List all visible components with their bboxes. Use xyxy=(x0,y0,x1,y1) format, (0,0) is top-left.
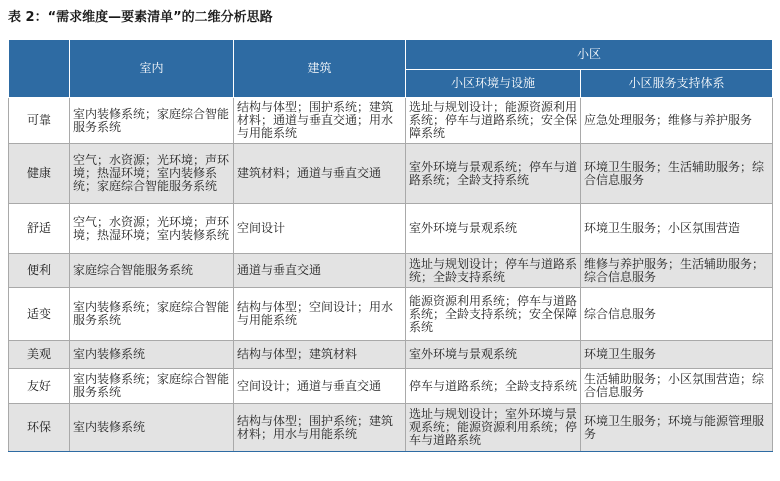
cell-community-service: 环境卫生服务；生活辅助服务；综合信息服务 xyxy=(581,144,773,204)
table-caption: 表 2：“需求维度—要素清单”的二维分析思路 xyxy=(8,10,273,25)
cell-community-env: 能源资源利用系统；停车与道路系统；全龄支持系统；安全保障系统 xyxy=(406,288,581,341)
header-community-env: 小区环境与设施 xyxy=(406,70,581,98)
cell-indoor: 室内装修系统 xyxy=(70,404,234,452)
cell-community-service: 综合信息服务 xyxy=(581,288,773,341)
row-dimension: 适变 xyxy=(9,288,70,341)
table-row xyxy=(9,341,773,369)
cell-community-env: 停车与道路系统；全龄支持系统 xyxy=(406,369,581,404)
cell-indoor: 室内装修系统；家庭综合智能服务系统 xyxy=(70,98,234,144)
cell-indoor: 室内装修系统 xyxy=(70,341,234,369)
row-dimension: 美观 xyxy=(9,341,70,369)
cell-building: 通道与垂直交通 xyxy=(234,254,406,288)
cell-building: 空间设计；通道与垂直交通 xyxy=(234,369,406,404)
row-dimension: 健康 xyxy=(9,144,70,204)
cell-indoor: 室内装修系统；家庭综合智能服务系统 xyxy=(70,288,234,341)
table-row xyxy=(9,254,773,288)
cell-building: 结构与体型；建筑材料 xyxy=(234,341,406,369)
table-row xyxy=(9,204,773,254)
cell-indoor: 家庭综合智能服务系统 xyxy=(70,254,234,288)
table-row xyxy=(9,98,773,144)
header-community: 小区 xyxy=(406,40,773,70)
table-row xyxy=(9,404,773,452)
cell-building: 结构与体型；围护系统；建筑材料；用水与用能系统 xyxy=(234,404,406,452)
cell-community-env: 选址与规划设计；停车与道路系统；全龄支持系统 xyxy=(406,254,581,288)
row-dimension: 友好 xyxy=(9,369,70,404)
table-row xyxy=(9,144,773,204)
header-building: 建筑 xyxy=(234,40,406,98)
analysis-matrix-table xyxy=(8,39,773,452)
table-row xyxy=(9,369,773,404)
header-dimension-blank xyxy=(9,40,70,98)
cell-community-env: 选址与规划设计；室外环境与景观系统；能源资源利用系统；停车与道路系统 xyxy=(406,404,581,452)
cell-community-env: 选址与规划设计；能源资源利用系统；停车与道路系统；安全保障系统 xyxy=(406,98,581,144)
cell-community-service: 应急处理服务；维修与养护服务 xyxy=(581,98,773,144)
row-dimension: 可靠 xyxy=(9,98,70,144)
cell-building: 空间设计 xyxy=(234,204,406,254)
cell-building: 结构与体型；围护系统；建筑材料；通道与垂直交通；用水与用能系统 xyxy=(234,98,406,144)
cell-community-env: 室外环境与景观系统 xyxy=(406,204,581,254)
row-dimension: 环保 xyxy=(9,404,70,452)
cell-indoor: 空气；水资源；光环境；声环境；热湿环境；室内装修系统 xyxy=(70,204,234,254)
header-indoor: 室内 xyxy=(70,40,234,98)
header-community-service: 小区服务支持体系 xyxy=(581,70,773,98)
cell-community-service: 生活辅助服务；小区氛围营造；综合信息服务 xyxy=(581,369,773,404)
cell-community-service: 环境卫生服务 xyxy=(581,341,773,369)
cell-indoor: 室内装修系统；家庭综合智能服务系统 xyxy=(70,369,234,404)
table-row xyxy=(9,288,773,341)
cell-community-service: 环境卫生服务；小区氛围营造 xyxy=(581,204,773,254)
row-dimension: 便利 xyxy=(9,254,70,288)
cell-community-env: 室外环境与景观系统 xyxy=(406,341,581,369)
cell-indoor: 空气；水资源；光环境；声环境；热湿环境；室内装修系统；家庭综合智能服务系统 xyxy=(70,144,234,204)
row-dimension: 舒适 xyxy=(9,204,70,254)
cell-building: 建筑材料；通道与垂直交通 xyxy=(234,144,406,204)
cell-community-service: 维修与养护服务；生活辅助服务；综合信息服务 xyxy=(581,254,773,288)
cell-community-service: 环境卫生服务；环境与能源管理服务 xyxy=(581,404,773,452)
cell-building: 结构与体型；空间设计；用水与用能系统 xyxy=(234,288,406,341)
cell-community-env: 室外环境与景观系统；停车与道路系统；全龄支持系统 xyxy=(406,144,581,204)
